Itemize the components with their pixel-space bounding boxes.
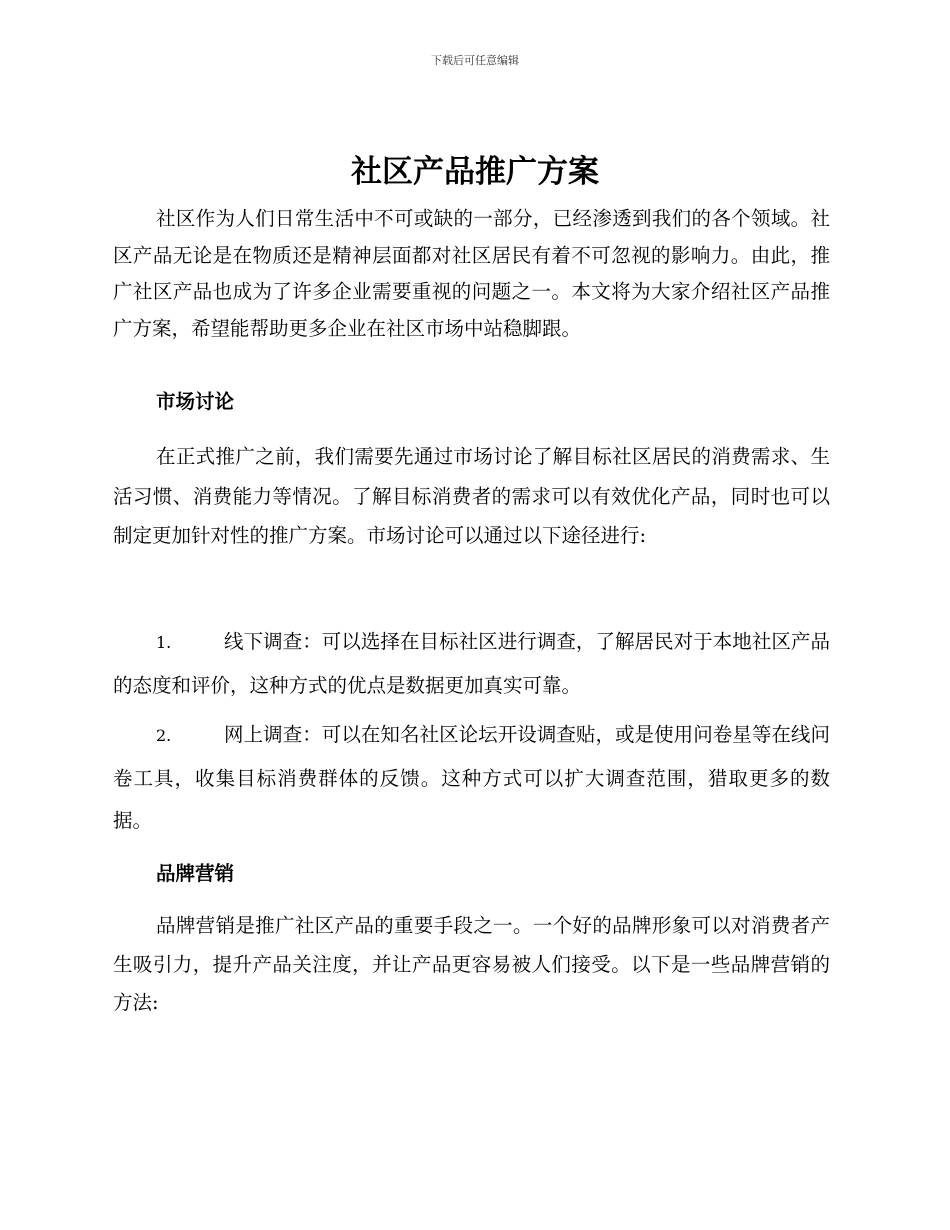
list-item (113, 620, 830, 707)
list-item-number: 2. (156, 726, 172, 745)
list-item-text: 网上调查：可以在知名社区论坛开设调查贴，或是使用问卷星等在线问卷工具，收集目标消费群体的反馈。这种方式可以扩大调查范围，猎取更多的数据。 (113, 723, 830, 832)
list-item-number: 1. (156, 633, 172, 652)
header-note: 下载后可任意编辑 (431, 54, 519, 67)
document-title: 社区产品推广方案 (351, 154, 599, 190)
market-paragraph: 在正式推广之前，我们需要先通过市场讨论了解目标社区居民的消费需求、生活习惯、消费能力等情况。了解目标消费者的需求可以有效优化产品，同时也可以制定更加针对性的推广方案。市场讨论可以通过以下途径进行: (113, 445, 830, 547)
intro-paragraph: 社区作为人们日常生活中不可或缺的一部分，已经渗透到我们的各个领域。社区产品无论是在物质还是精神层面都对社区居民有着不可忽视的影响力。由此，推广社区产品也成为了许多企业需要重视的问题之一。本文将为大家介绍社区产品推广方案，希望能帮助更多企业在社区市场中站稳脚跟。 (113, 207, 830, 340)
section-heading-market: 市场讨论 (156, 390, 235, 413)
section-heading-brand: 品牌营销 (156, 862, 235, 885)
brand-paragraph: 品牌营销是推广社区产品的重要手段之一。一个好的品牌形象可以对消费者产生吸引力，提升产品关注度，并让产品更容易被人们接受。以下是一些品牌营销的方法: (113, 914, 830, 1014)
list-item (113, 714, 830, 843)
list-item-text: 线下调查：可以选择在目标社区进行调查，了解居民对于本地社区产品的态度和评价，这种方式的优点是数据更加真实可靠。 (113, 630, 830, 697)
